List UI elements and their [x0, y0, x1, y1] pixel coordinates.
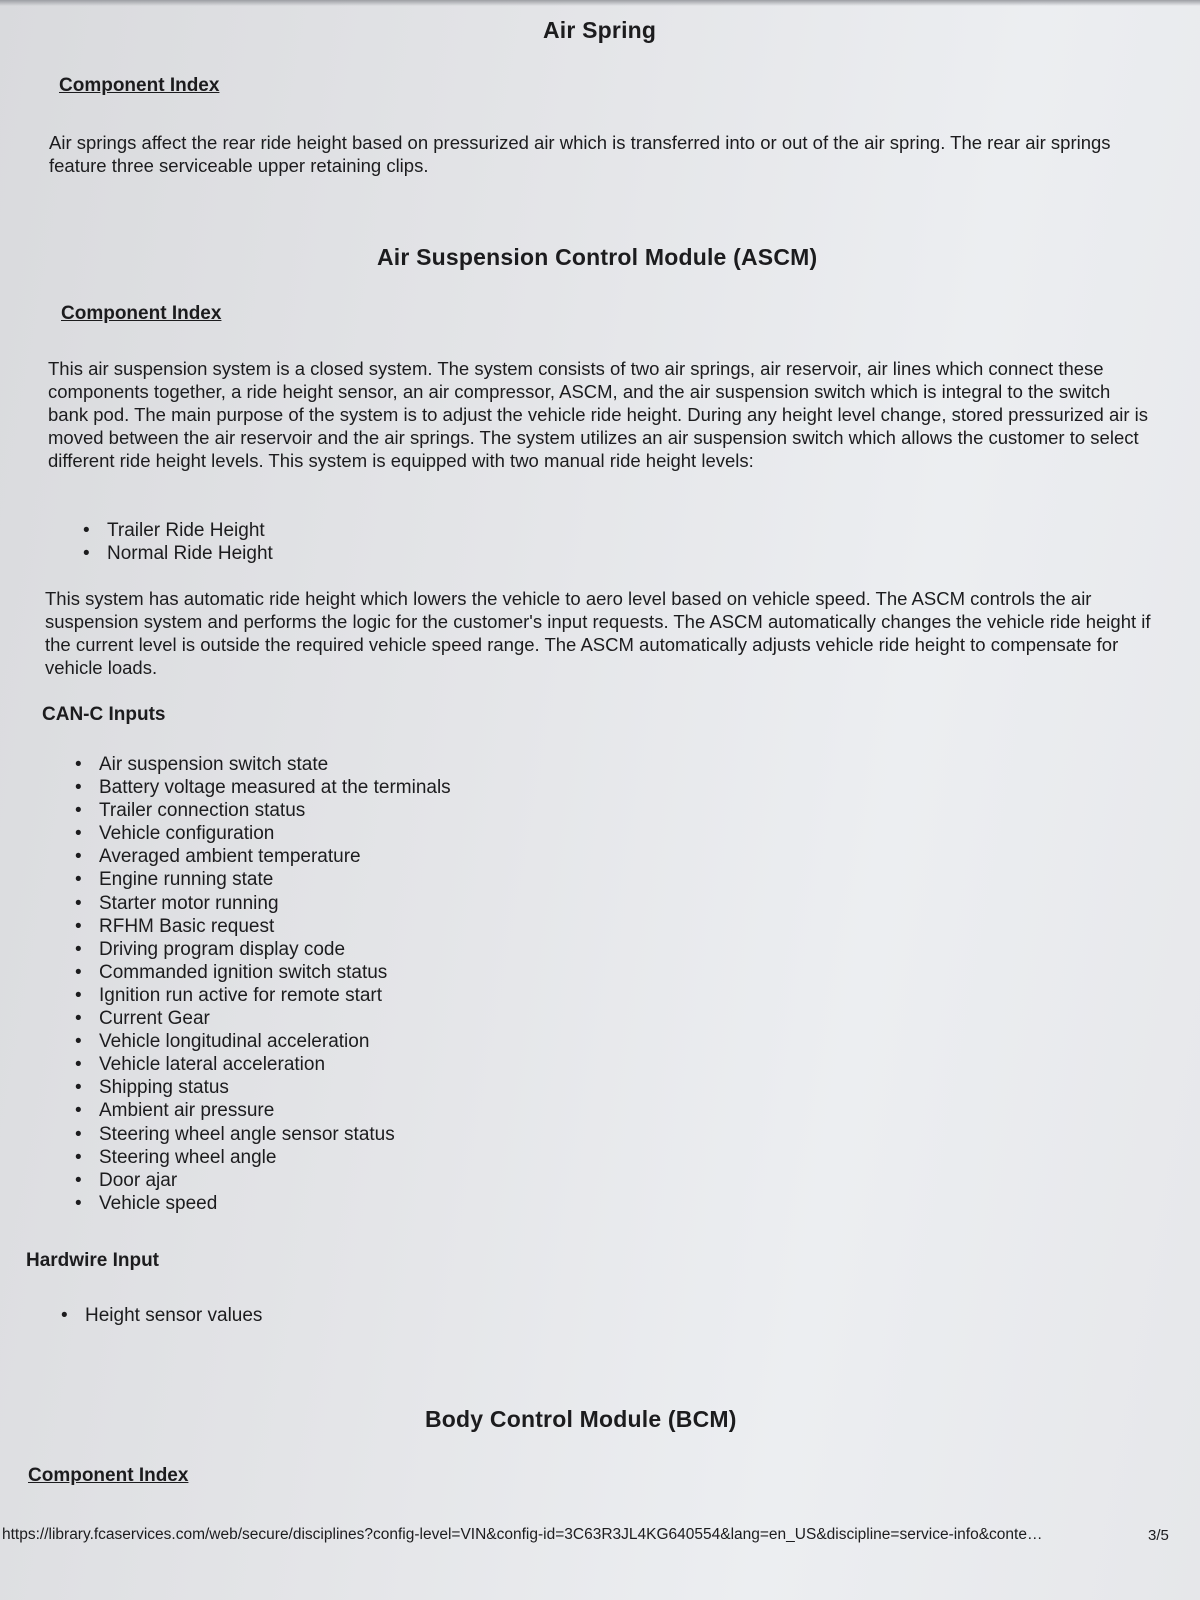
list-item: • Current Gear [75, 1007, 451, 1030]
list-item: • Shipping status [75, 1076, 451, 1099]
ascm-paragraph-automatic: This system has automatic ride height which lowers the vehicle to aero level based on vehicle speed. The ASCM controls the air suspension system and performs the logic for the customer's input requests. The ASCM automatically changes the vehicle ride height if the current level is outside the required vehicle speed range. The ASCM automatically adjusts vehicle ride height to compensate for vehicle loads. [45, 588, 1151, 678]
page-number: 3/5 [1148, 1527, 1169, 1544]
list-item: • Averaged ambient temperature [75, 845, 451, 868]
bcm-component-index: Component Index [28, 1465, 189, 1486]
can-c-inputs-list [75, 753, 451, 1215]
ride-height-level-list [83, 519, 273, 565]
page-top-edge [0, 0, 1200, 6]
list-item: • Ignition run active for remote start [75, 984, 451, 1007]
list-item: • Commanded ignition switch status [75, 961, 451, 984]
list-item: • Steering wheel angle sensor status [75, 1123, 451, 1146]
can-c-inputs-heading: CAN-C Inputs [42, 704, 166, 725]
list-item: • Air suspension switch state [75, 753, 451, 776]
list-item: • Normal Ride Height [83, 542, 273, 565]
list-item: • Vehicle lateral acceleration [75, 1053, 451, 1076]
list-item: • RFHM Basic request [75, 915, 451, 938]
list-item: • Height sensor values [61, 1304, 262, 1327]
list-item: • Vehicle configuration [75, 822, 451, 845]
air-spring-title: Air Spring [543, 17, 657, 43]
list-item: • Door ajar [75, 1169, 451, 1192]
footer-url: https://library.fcaservices.com/web/secure/disciplines?config-level=VIN&config-id=3C63R3JL4KG640554&lang=en_US&discipline=service-info&conte… [2, 1526, 1043, 1543]
list-item: • Starter motor running [75, 892, 451, 915]
bcm-title: Body Control Module (BCM) [425, 1406, 737, 1432]
list-item: • Driving program display code [75, 938, 451, 961]
list-item: • Vehicle longitudinal acceleration [75, 1030, 451, 1053]
ascm-title: Air Suspension Control Module (ASCM) [377, 244, 818, 270]
ascm-paragraph-intro: This air suspension system is a closed system. The system consists of two air springs, air reservoir, air lines which connect these components together, a ride height sensor, an air compressor, ASCM, and the air suspension switch which is integral to the switch bank pod. The main purpose of the system is to adjust the vehicle ride height. During any height level change, stored pressurized air is moved between the air reservoir and the air springs. The system utilizes an air suspension switch which allows the customer to select different ride height levels. This system is equipped with two manual ride height levels: [48, 358, 1149, 471]
air-spring-component-index: Component Index [59, 75, 220, 96]
list-item: • Vehicle speed [75, 1192, 451, 1215]
list-item: • Battery voltage measured at the terminals [75, 776, 451, 799]
list-item: • Ambient air pressure [75, 1099, 451, 1122]
list-item: • Trailer Ride Height [83, 519, 273, 542]
list-item: • Trailer connection status [75, 799, 451, 822]
hardwire-input-heading: Hardwire Input [26, 1250, 160, 1271]
hardwire-input-list [61, 1304, 262, 1327]
air-spring-paragraph: Air springs affect the rear ride height based on pressurized air which is transferred into or out of the air spring. The rear air springs feature three serviceable upper retaining clips. [49, 132, 1111, 176]
ascm-component-index: Component Index [61, 303, 222, 324]
list-item: • Steering wheel angle [75, 1146, 451, 1169]
list-item: • Engine running state [75, 868, 451, 891]
